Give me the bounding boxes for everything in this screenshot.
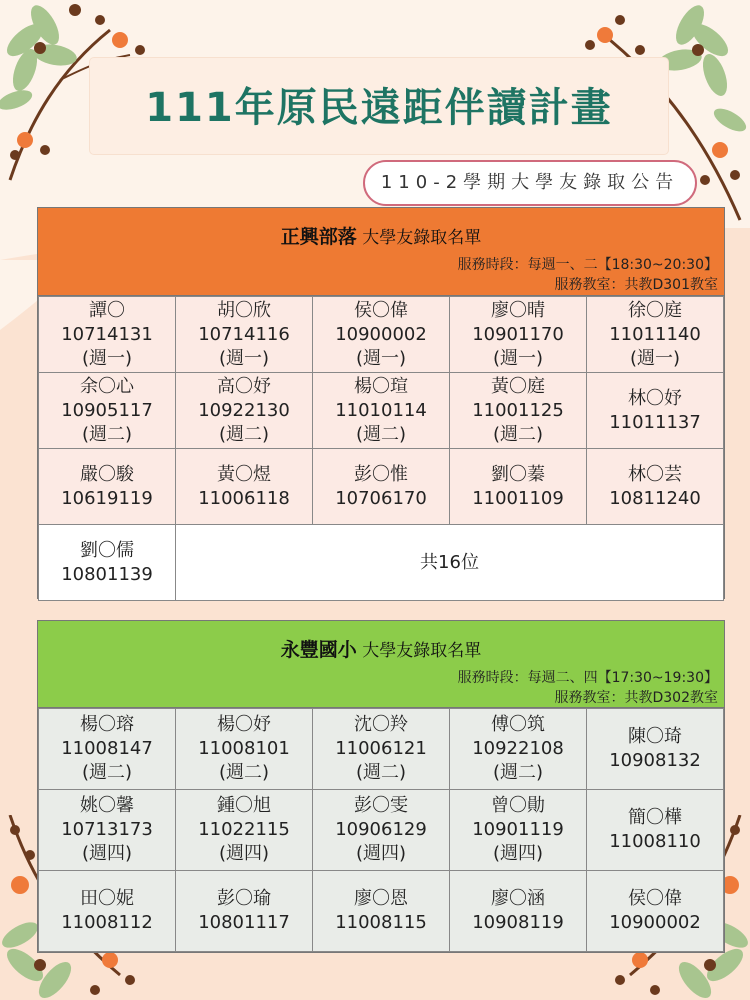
student-day: (週二) [355,423,407,445]
student-id: 10922130 [198,399,290,421]
student-name: 林〇妤 [628,387,682,409]
student-name: 嚴〇駿 [80,463,134,485]
page-title: 111年原民遠距伴讀計畫 [145,85,613,131]
student-name: 譚〇 [89,299,125,321]
student-name: 楊〇瑢 [80,714,134,735]
student-id: 11006121 [335,738,427,759]
student-cell [176,449,313,525]
student-cell [176,297,313,373]
section-header [38,621,724,708]
student-cell [176,709,313,790]
service-time: 服務時段：每週二、四【17:30~19:30】 [457,670,718,686]
student-cell [176,373,313,449]
subtitle-badge: 110-2學期大學友錄取公告 [363,160,697,206]
student-name: 傅〇筑 [491,714,545,735]
student-id: 10922108 [472,738,564,759]
service-room: 服務教室：共教D302教室 [554,690,718,706]
student-name: 楊〇瑄 [354,375,408,397]
student-cell [450,790,587,871]
student-cell [39,871,176,952]
table-row [39,709,724,790]
section-title [38,222,724,249]
student-id: 10801139 [61,563,153,585]
student-cell [39,297,176,373]
student-cell [313,373,450,449]
student-id: 11011140 [609,323,701,345]
student-name: 余〇心 [80,375,134,397]
student-id: 10901170 [472,323,564,345]
section-zhengxing [37,207,725,599]
roster-table [38,708,724,952]
section-suffix: 大學友錄取名單 [362,228,482,248]
student-id: 10905117 [61,399,153,421]
student-name: 彭〇惟 [354,463,408,485]
table-row [39,449,724,525]
student-name: 劉〇儒 [80,539,134,561]
student-cell [39,373,176,449]
student-cell [587,709,724,790]
student-name: 劉〇蓁 [491,463,545,485]
student-name: 田〇妮 [80,888,134,909]
student-day: (週二) [218,423,270,445]
student-day: (週一) [355,347,407,369]
total-count: 共16位 [176,525,724,601]
student-name: 沈〇羚 [354,714,408,735]
student-name: 彭〇雯 [354,795,408,816]
student-id: 10906129 [335,819,427,840]
student-day: (週二) [492,423,544,445]
student-cell [176,790,313,871]
section-header [38,208,724,296]
student-cell [313,871,450,952]
student-id: 10619119 [61,487,153,509]
student-name: 林〇芸 [628,463,682,485]
student-cell [39,709,176,790]
roster-table [38,296,724,601]
student-id: 10900002 [609,912,701,933]
student-day: (週四) [492,843,544,864]
student-id: 10900002 [335,323,427,345]
student-day: (週一) [218,347,270,369]
table-row [39,790,724,871]
student-name: 曾〇勛 [491,795,545,816]
student-cell [313,449,450,525]
student-id: 10713173 [61,819,153,840]
student-id: 11008101 [198,738,290,759]
student-id: 10908132 [609,750,701,771]
student-id: 10811240 [609,487,701,509]
student-day: (週二) [218,762,270,783]
student-id: 10706170 [335,487,427,509]
student-id: 11001109 [472,487,564,509]
student-day: (週一) [81,347,133,369]
section-name: 正興部落 [280,226,357,248]
student-cell [450,449,587,525]
student-cell [450,297,587,373]
student-cell [587,373,724,449]
student-day: (週四) [218,843,270,864]
student-cell [176,871,313,952]
student-id: 10714116 [198,323,290,345]
student-cell [313,709,450,790]
student-cell [587,297,724,373]
student-name: 彭〇瑜 [217,888,271,909]
student-cell [587,790,724,871]
section-suffix: 大學友錄取名單 [362,641,482,661]
student-id: 11008110 [609,831,701,852]
student-name: 廖〇恩 [354,888,408,909]
student-id: 11010114 [335,399,427,421]
student-name: 姚〇馨 [80,795,134,816]
student-day: (週二) [81,762,133,783]
section-title [38,635,724,662]
student-day: (週一) [629,347,681,369]
student-id: 11008147 [61,738,153,759]
table-row [39,525,724,601]
student-id: 10901119 [472,819,564,840]
student-name: 廖〇涵 [491,888,545,909]
student-name: 高〇妤 [217,375,271,397]
section-yongfeng [37,620,725,953]
student-name: 侯〇偉 [354,299,408,321]
student-cell [587,871,724,952]
student-id: 11008112 [61,912,153,933]
student-cell [39,449,176,525]
student-id: 11011137 [609,411,701,433]
student-name: 侯〇偉 [628,888,682,909]
student-id: 10908119 [472,912,564,933]
student-day: (週四) [355,843,407,864]
student-id: 10714131 [61,323,153,345]
student-cell [450,871,587,952]
student-id: 11022115 [198,819,290,840]
student-name: 楊〇妤 [217,714,271,735]
student-name: 簡〇樺 [628,807,682,828]
student-id: 11006118 [198,487,290,509]
student-cell [313,297,450,373]
title-banner [90,58,668,154]
section-name: 永豐國小 [280,639,357,661]
student-cell [39,790,176,871]
student-day: (週四) [81,843,133,864]
student-name: 黃〇庭 [491,375,545,397]
student-name: 陳〇琦 [628,726,682,747]
student-name: 黃〇煜 [217,463,271,485]
student-cell [313,790,450,871]
student-name: 徐〇庭 [628,299,682,321]
service-room: 服務教室：共教D301教室 [554,277,718,293]
student-name: 鍾〇旭 [217,795,271,816]
student-cell [587,449,724,525]
student-day: (週二) [492,762,544,783]
student-id: 11008115 [335,912,427,933]
student-name: 廖〇晴 [491,299,545,321]
student-day: (週二) [355,762,407,783]
table-row [39,373,724,449]
student-cell [450,709,587,790]
table-row [39,871,724,952]
service-time: 服務時段：每週一、二【18:30~20:30】 [457,257,718,273]
student-day: (週二) [81,423,133,445]
student-day: (週一) [492,347,544,369]
student-name: 胡〇欣 [217,299,271,321]
table-row [39,297,724,373]
student-id: 11001125 [472,399,564,421]
student-cell [39,525,176,601]
student-id: 10801117 [198,912,290,933]
student-cell [450,373,587,449]
